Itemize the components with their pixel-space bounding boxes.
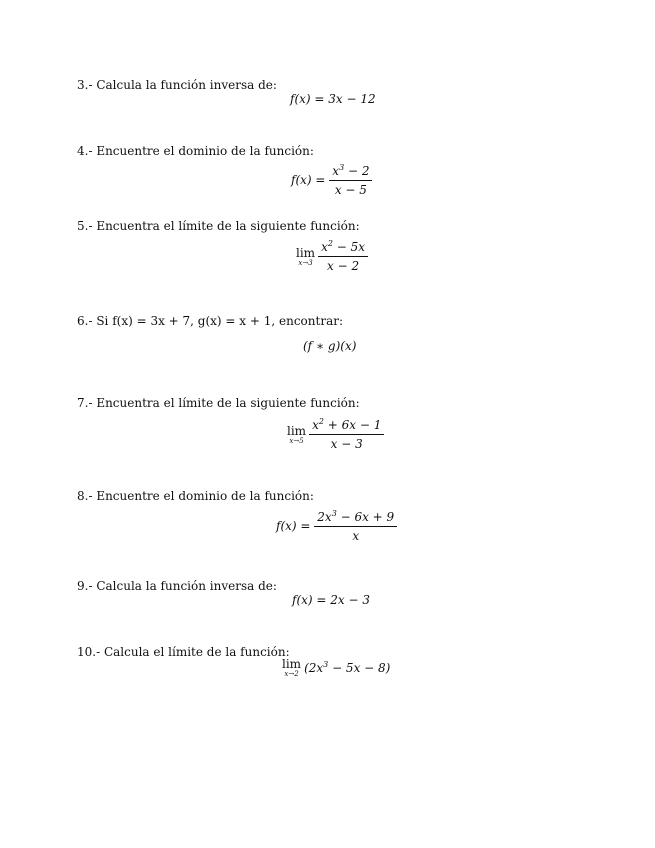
problem-6-label: 6.- Si f(x) = 3x + 7, g(x) = x + 1, encontrar: xyxy=(77,314,344,328)
problem-10-limit: lim x→2 xyxy=(282,657,302,678)
problem-5-denominator: x − 2 xyxy=(327,259,360,273)
problem-9-label: 9.- Calcula la función inversa de: xyxy=(77,579,277,593)
problem-8-label: 8.- Encuentre el dominio de la función: xyxy=(77,489,314,503)
problem-8-denominator: x xyxy=(352,529,360,543)
problem-4-formula xyxy=(291,164,372,197)
problem-3-formula: f(x) = 3x − 12 xyxy=(290,92,376,106)
problem-10-formula xyxy=(282,658,390,678)
problem-9-formula: f(x) = 2x − 3 xyxy=(292,593,370,607)
problem-10-label: 10.- Calcula el límite de la función: xyxy=(77,645,290,659)
problem-7-numerator: $x^2 + 6x - 1$ xyxy=(309,418,384,435)
problem-10-body: $(2x^3 - 5x - 8)$ xyxy=(304,660,391,675)
problem-4-lhs: f(x) = xyxy=(291,173,326,187)
problem-3-label: 3.- Calcula la función inversa de: xyxy=(77,78,277,92)
problem-5-formula xyxy=(296,240,368,273)
problem-8-lhs: f(x) = xyxy=(276,519,311,533)
problem-4-numerator: $x^3 - 2$ xyxy=(329,164,372,181)
problem-7-label: 7.- Encuentra el límite de la siguiente función: xyxy=(77,396,360,410)
problem-4-fraction xyxy=(329,164,372,197)
problem-8-numerator: $2x^3 - 6x + 9$ xyxy=(314,510,397,527)
problem-7-limit: lim x→5 xyxy=(287,423,307,445)
problem-8-formula xyxy=(276,510,397,543)
problem-5-fraction xyxy=(318,240,368,273)
problem-5-limit: lim x→3 xyxy=(296,245,316,267)
problem-5-numerator: $x^2 - 5x$ xyxy=(318,240,368,257)
problem-7-fraction xyxy=(309,418,384,451)
problem-8-fraction xyxy=(314,510,397,543)
problem-5-label: 5.- Encuentra el límite de la siguiente función: xyxy=(77,219,360,233)
problem-4-denominator: x − 5 xyxy=(334,183,367,197)
problem-7-formula xyxy=(287,418,384,451)
problem-7-denominator: x − 3 xyxy=(330,437,363,451)
problem-4-label: 4.- Encuentre el dominio de la función: xyxy=(77,144,314,158)
problem-6-formula: (f ∗ g)(x) xyxy=(303,339,357,353)
